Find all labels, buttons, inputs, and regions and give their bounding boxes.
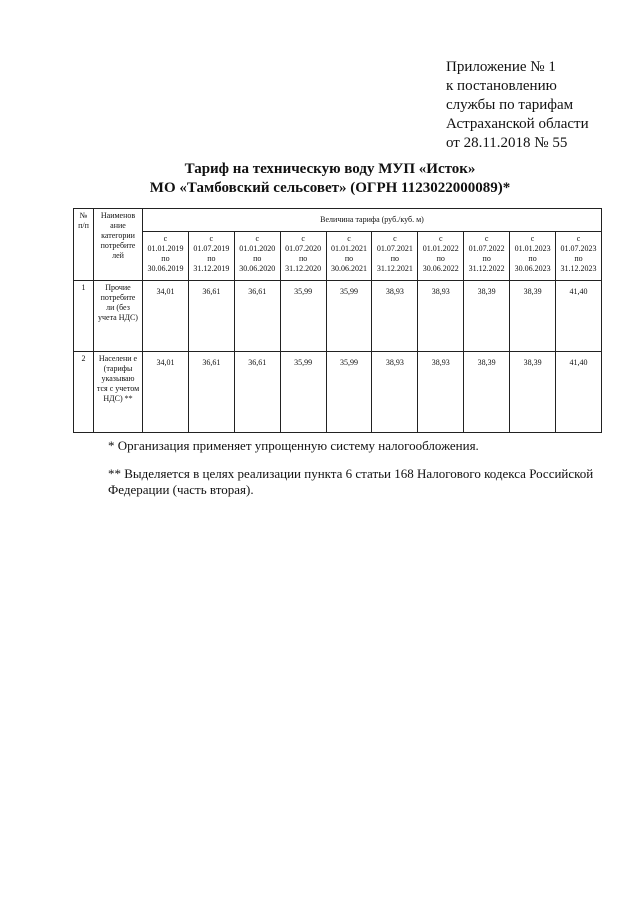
appendix-line: Астраханской области bbox=[446, 116, 589, 132]
period-line: с bbox=[301, 234, 305, 243]
title-line-2: МО «Тамбовский сельсовет» (ОГРН 1123022000089)* bbox=[149, 180, 511, 196]
period-line: 01.01.2020 bbox=[239, 244, 276, 253]
tariff-value-cell: 34,01 bbox=[143, 281, 189, 352]
appendix-line: к постановлению bbox=[446, 78, 557, 94]
period-line: 01.07.2022 bbox=[468, 244, 505, 253]
table-header-row bbox=[74, 209, 602, 232]
period-line: с bbox=[530, 234, 535, 243]
appendix-line: от 28.11.2018 № 55 bbox=[446, 135, 568, 151]
period-line: 01.01.2022 bbox=[422, 244, 459, 253]
table-row bbox=[74, 352, 602, 433]
tariff-value-cell: 35,99 bbox=[280, 281, 326, 352]
header-tariff-value: Величина тарифа (руб./куб. м) bbox=[143, 209, 602, 232]
period-line: с bbox=[209, 234, 214, 243]
tariff-value-cell: 38,93 bbox=[418, 281, 464, 352]
table-row bbox=[74, 281, 602, 352]
header-period bbox=[418, 232, 464, 281]
period-line: 30.06.2023 bbox=[514, 264, 551, 273]
header-period bbox=[280, 232, 326, 281]
title-line-1: Тариф на техническую воду МУП «Исток» bbox=[184, 161, 476, 177]
row-number: 2 bbox=[74, 352, 94, 433]
tariff-value-cell: 36,61 bbox=[188, 352, 234, 433]
table-period-row bbox=[74, 232, 602, 281]
tariff-value-cell: 41,40 bbox=[556, 352, 602, 433]
period-line: по bbox=[344, 254, 354, 263]
period-line: 30.06.2022 bbox=[422, 264, 459, 273]
period-line: 01.07.2021 bbox=[376, 244, 413, 253]
period-line: с bbox=[484, 234, 489, 243]
header-period bbox=[234, 232, 280, 281]
period-line: с bbox=[255, 234, 259, 243]
header-period bbox=[556, 232, 602, 281]
tariff-value-cell: 38,39 bbox=[510, 352, 556, 433]
period-line: по bbox=[390, 254, 400, 263]
row-category: Населени е (тарифы указываю тся с учетом НДС) ** bbox=[94, 352, 143, 433]
row-category: Прочие потребите ли (без учета НДС) bbox=[94, 281, 143, 352]
period-line: 01.01.2019 bbox=[147, 244, 184, 253]
header-period bbox=[188, 232, 234, 281]
tariff-table bbox=[73, 208, 602, 433]
header-period bbox=[464, 232, 510, 281]
period-line: 31.12.2022 bbox=[468, 264, 505, 273]
tariff-value-cell: 35,99 bbox=[326, 281, 372, 352]
period-line: 31.12.2023 bbox=[560, 264, 597, 273]
period-line: 31.12.2019 bbox=[193, 264, 230, 273]
period-line: по bbox=[482, 254, 491, 263]
period-line: по bbox=[528, 254, 537, 263]
period-line: 01.01.2021 bbox=[331, 244, 367, 253]
row-number: 1 bbox=[74, 281, 94, 352]
tariff-value-cell: 38,93 bbox=[418, 352, 464, 433]
period-line: с bbox=[163, 234, 168, 243]
tariff-value-cell: 38,39 bbox=[464, 281, 510, 352]
period-line: с bbox=[347, 234, 351, 243]
tariff-value-cell: 36,61 bbox=[188, 281, 234, 352]
tariff-value-cell: 35,99 bbox=[280, 352, 326, 433]
tariff-value-cell: 36,61 bbox=[234, 352, 280, 433]
period-line: по bbox=[207, 254, 216, 263]
period-line: 30.06.2020 bbox=[239, 264, 276, 273]
period-line: с bbox=[439, 234, 443, 243]
period-line: 30.06.2021 bbox=[331, 264, 367, 273]
tariff-value-cell: 38,39 bbox=[464, 352, 510, 433]
tariff-value-cell: 35,99 bbox=[326, 352, 372, 433]
period-line: с bbox=[393, 234, 397, 243]
header-category: Наименов ание категории потребите лей bbox=[94, 209, 143, 281]
period-line: 31.12.2021 bbox=[376, 264, 413, 273]
appendix-block bbox=[446, 58, 626, 153]
period-line: с bbox=[576, 234, 581, 243]
period-line: 01.07.2019 bbox=[193, 244, 230, 253]
footnote-2: ** Выделяется в целях реализации пункта 6 статьи 168 Налогового кодекса Российской Федерации (часть вторая). bbox=[108, 466, 594, 497]
period-line: 01.07.2023 bbox=[560, 244, 597, 253]
appendix-line: службы по тарифам bbox=[446, 97, 574, 113]
period-line: 31.12.2020 bbox=[285, 264, 322, 273]
footnotes bbox=[108, 438, 628, 510]
header-period bbox=[143, 232, 189, 281]
period-line: по bbox=[161, 254, 170, 263]
tariff-value-cell: 41,40 bbox=[556, 281, 602, 352]
period-line: по bbox=[574, 254, 583, 263]
period-line: 30.06.2019 bbox=[147, 264, 184, 273]
period-line: по bbox=[253, 254, 262, 263]
header-period bbox=[326, 232, 372, 281]
header-number: № п/п bbox=[74, 209, 94, 281]
tariff-value-cell: 36,61 bbox=[234, 281, 280, 352]
tariff-value-cell: 38,93 bbox=[372, 281, 418, 352]
tariff-value-cell: 38,39 bbox=[510, 281, 556, 352]
tariff-value-cell: 34,01 bbox=[143, 352, 189, 433]
header-period bbox=[372, 232, 418, 281]
period-line: по bbox=[436, 254, 445, 263]
document-title bbox=[60, 160, 600, 198]
period-line: по bbox=[298, 254, 308, 263]
header-period bbox=[510, 232, 556, 281]
period-line: 01.07.2020 bbox=[285, 244, 322, 253]
appendix-line: Приложение № 1 bbox=[446, 59, 556, 75]
footnote-1: * Организация применяет упрощенную систему налогообложения. bbox=[108, 438, 479, 453]
tariff-value-cell: 38,93 bbox=[372, 352, 418, 433]
period-line: 01.01.2023 bbox=[514, 244, 551, 253]
